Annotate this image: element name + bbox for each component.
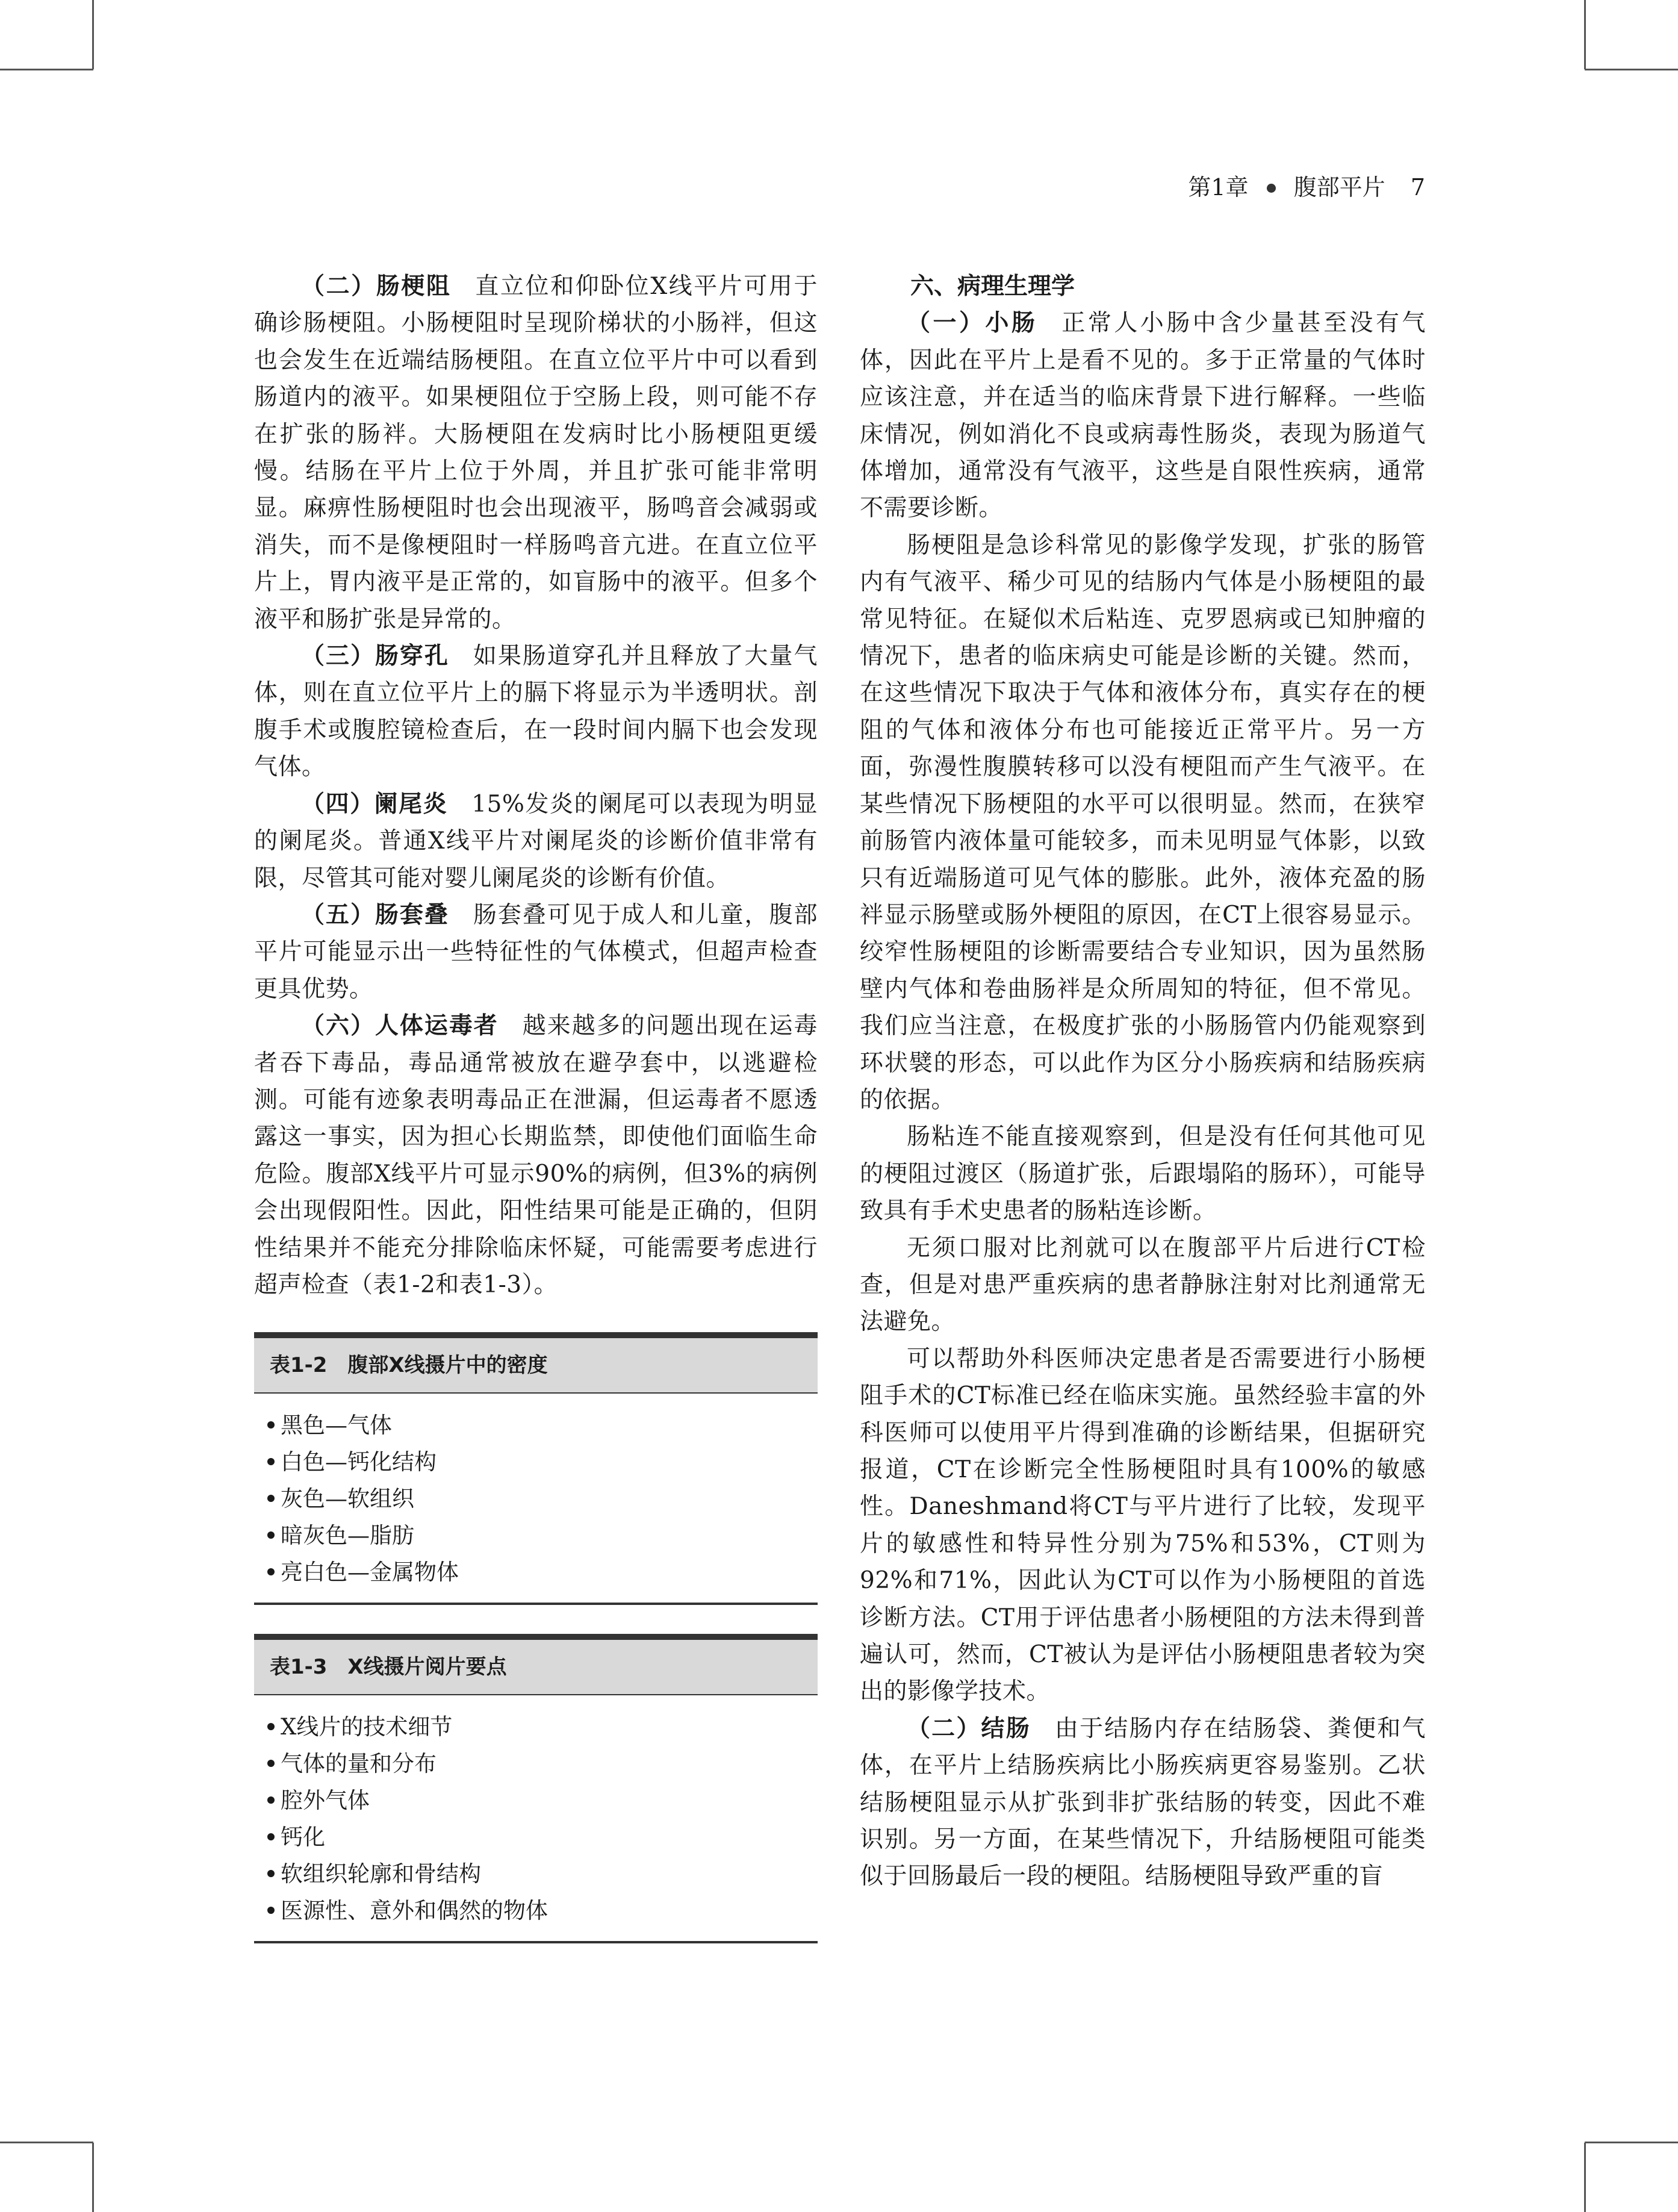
left-column [254, 268, 818, 1943]
paragraph [254, 786, 818, 897]
bullet-icon [267, 1760, 275, 1767]
header-chapter: 第1章 [1188, 174, 1249, 201]
list-item [265, 1892, 818, 1929]
list-item-text: X线片的技术细节 [281, 1714, 453, 1740]
paragraph-heading: （三）肠穿孔 [301, 643, 449, 670]
paragraph-heading: （二）结肠 [907, 1715, 1031, 1742]
paragraph-text: 无须口服对比剂就可以在腹部平片后进行CT检查，但是对患严重疾病的患者静脉注射对比剂通常无法避免。 [860, 1234, 1426, 1336]
page-number: 7 [1410, 174, 1425, 201]
paragraph [860, 1710, 1426, 1895]
list-item [265, 1517, 818, 1554]
paragraph-text: 肠粘连不能直接观察到，但是没有任何其他可见的梗阻过渡区（肠道扩张，后跟塌陷的肠环），可能导致具有手术史患者的肠粘连诊断。 [860, 1123, 1426, 1225]
list-item-text: 暗灰色—脂肪 [281, 1522, 414, 1549]
paragraph-text: 正常人小肠中含少量甚至没有气体，因此在平片上是看不见的。多于正常量的气体时应该注意，并在适当的临床背景下进行解释。一些临床情况，例如消化不良或病毒性肠炎，表现为肠道气体增加，通常没有气液平，这些是自限性疾病，通常不需要诊断。 [860, 310, 1426, 522]
paragraph-text: 可以帮助外科医师决定患者是否需要进行小肠梗阻手术的CT标准已经在临床实施。虽然经验丰富的外科医师可以使用平片得到准确的诊断结果，但据研究报道，CT在诊断完全性肠梗阻时具有100%的敏感性。Daneshmand将CT与平片进行了比较，发现平片的敏感性和特异性分别为75%和53%，CT则为92%和71%，因此认为CT可以作为小肠梗阻的首选诊断方法。CT用于评估患者小肠梗阻的方法未得到普遍认可，然而，CT被认为是评估小肠梗阻患者较为突出的影像学技术。 [860, 1345, 1426, 1706]
list-item-text: 亮白色—金属物体 [281, 1559, 459, 1586]
table-1-2 [254, 1332, 818, 1605]
paragraph [860, 527, 1426, 1119]
section-title: 六、病理生理学 [910, 273, 1075, 300]
table-1-3 [254, 1634, 818, 1943]
paragraph [860, 1230, 1426, 1341]
paragraph-heading: （四）阑尾炎 [301, 790, 448, 818]
paragraph [254, 897, 818, 1008]
header-title: 腹部平片 [1293, 174, 1385, 201]
bullet-icon [267, 1531, 275, 1539]
bullet-icon [267, 1723, 275, 1730]
right-column [860, 268, 1426, 1895]
list-item [265, 1444, 818, 1480]
bullet-dot-icon [1267, 184, 1276, 193]
paragraph [254, 1008, 818, 1303]
bullet-icon [267, 1495, 275, 1502]
list-item-text: 灰色—软组织 [281, 1486, 414, 1512]
list-item [265, 1554, 818, 1590]
paragraph-text: 肠套叠可见于成人和儿童，腹部平片可能显示出一些特征性的气体模式，但超声检查更具优势。 [254, 901, 818, 1003]
crop-mark [1585, 69, 1678, 70]
paragraph-text: 15%发炎的阑尾可以表现为明显的阑尾炎。普通X线平片对阑尾炎的诊断价值非常有限，尽管其可能对婴儿阑尾炎的诊断有价值。 [254, 790, 818, 892]
bullet-icon [267, 1458, 275, 1465]
list-item-text: 软组织轮廓和骨结构 [281, 1861, 481, 1887]
paragraph [860, 1118, 1426, 1229]
list-item-text: 黑色—气体 [281, 1412, 392, 1439]
paragraph [254, 638, 818, 786]
list-item [265, 1819, 818, 1855]
crop-mark [92, 2143, 94, 2212]
crop-mark [0, 2142, 93, 2143]
list-item-text: 白色—钙化结构 [281, 1449, 437, 1475]
paragraph-heading: （六）人体运毒者 [301, 1012, 499, 1040]
bullet-icon [267, 1568, 275, 1575]
list-item [265, 1709, 818, 1745]
list-item-text: 气体的量和分布 [281, 1751, 437, 1777]
list-item-text: 医源性、意外和偶然的物体 [281, 1898, 548, 1924]
bullet-icon [267, 1870, 275, 1877]
paragraph-text: 越来越多的问题出现在运毒者吞下毒品，毒品通常被放在避孕套中，以逃避检测。可能有迹象表明毒品正在泄漏，但运毒者不愿透露这一事实，因为担心长期监禁，即使他们面临生命危险。腹部X线平片可显示90%的病例，但3%的病例会出现假阳性。因此，阳性结果可能是正确的，但阴性结果并不能充分排除临床怀疑，可能需要考虑进行超声检查（表1-2和表1-3）。 [254, 1012, 818, 1298]
paragraph-text: 肠梗阻是急诊科常见的影像学发现，扩张的肠管内有气液平、稀少可见的结肠内气体是小肠梗阻的最常见特征。在疑似术后粘连、克罗恩病或已知肿瘤的情况下，患者的临床病史可能是诊断的关键。然而，在这些情况下取决于气体和液体分布，真实存在的梗阻的气体和液体分布也可能接近正常平片。另一方面，弥漫性腹膜转移可以没有梗阻而产生气液平。在某些情况下肠梗阻的水平可以很明显。然而，在狭窄前肠管内液体量可能较多，而未见明显气体影，以致只有近端肠道可见气体的膨胀。此外，液体充盈的肠袢显示肠壁或肠外梗阻的原因，在CT上很容易显示。绞窄性肠梗阻的诊断需要结合专业知识，因为虽然肠壁内气体和卷曲肠袢是众所周知的特征，但不常见。我们应当注意，在极度扩张的小肠肠管内仍能观察到环状襞的形态，可以此作为区分小肠疾病和结肠疾病的依据。 [860, 531, 1426, 1114]
crop-mark [1584, 0, 1586, 69]
list-item-text: 腔外气体 [281, 1787, 370, 1814]
list-item [265, 1782, 818, 1819]
list-item-text: 钙化 [281, 1824, 325, 1851]
table-caption: 表1-2 腹部X线摄片中的密度 [254, 1332, 818, 1394]
table-caption: 表1-3 X线摄片阅片要点 [254, 1634, 818, 1695]
paragraph-text: 直立位和仰卧位X线平片可用于确诊肠梗阻。小肠梗阻时呈现阶梯状的小肠袢，但这也会发生在近端结肠梗阻。在直立位平片中可以看到肠道内的液平。如果梗阻位于空肠上段，则可能不存在扩张的肠袢。大肠梗阻在发病时比小肠梗阻更缓慢。结肠在平片上位于外周，并且扩张可能非常明显。麻痹性肠梗阻时也会出现液平，肠鸣音会减弱或消失，而不是像梗阻时一样肠鸣音亢进。在直立位平片上，胃内液平是正常的，如盲肠中的液平。但多个液平和肠扩张是异常的。 [254, 273, 818, 633]
paragraph-text: 如果肠道穿孔并且释放了大量气体，则在直立位平片上的膈下将显示为半透明状。剖腹手术或腹腔镜检查后，在一段时间内膈下也会发现气体。 [254, 643, 818, 781]
running-header [1188, 172, 1425, 202]
list-item [265, 1745, 818, 1782]
bullet-icon [267, 1907, 275, 1914]
paragraph [860, 305, 1426, 526]
bullet-icon [267, 1421, 275, 1428]
crop-mark [92, 0, 94, 69]
paragraph-heading: （五）肠套叠 [301, 901, 449, 929]
list-item [265, 1407, 818, 1444]
paragraph [254, 268, 818, 638]
bullet-icon [267, 1833, 275, 1840]
paragraph-text: 由于结肠内存在结肠袋、粪便和气体，在平片上结肠疾病比小肠疾病更容易鉴别。乙状结肠梗阻显示从扩张到非扩张结肠的转变，因此不难识别。另一方面，在某些情况下，升结肠梗阻可能类似于回肠最后一段的梗阻。结肠梗阻导致严重的盲 [860, 1715, 1426, 1890]
paragraph-heading: （一）小肠 [907, 310, 1038, 337]
crop-mark [1584, 2143, 1586, 2212]
crop-mark [1585, 2142, 1678, 2143]
bullet-icon [267, 1796, 275, 1804]
crop-mark [0, 69, 93, 70]
table-body [254, 1695, 818, 1943]
list-item [265, 1480, 818, 1517]
table-body [254, 1394, 818, 1605]
list-item [265, 1855, 818, 1892]
paragraph [860, 1341, 1426, 1710]
paragraph-heading: （二）肠梗阻 [301, 273, 452, 300]
